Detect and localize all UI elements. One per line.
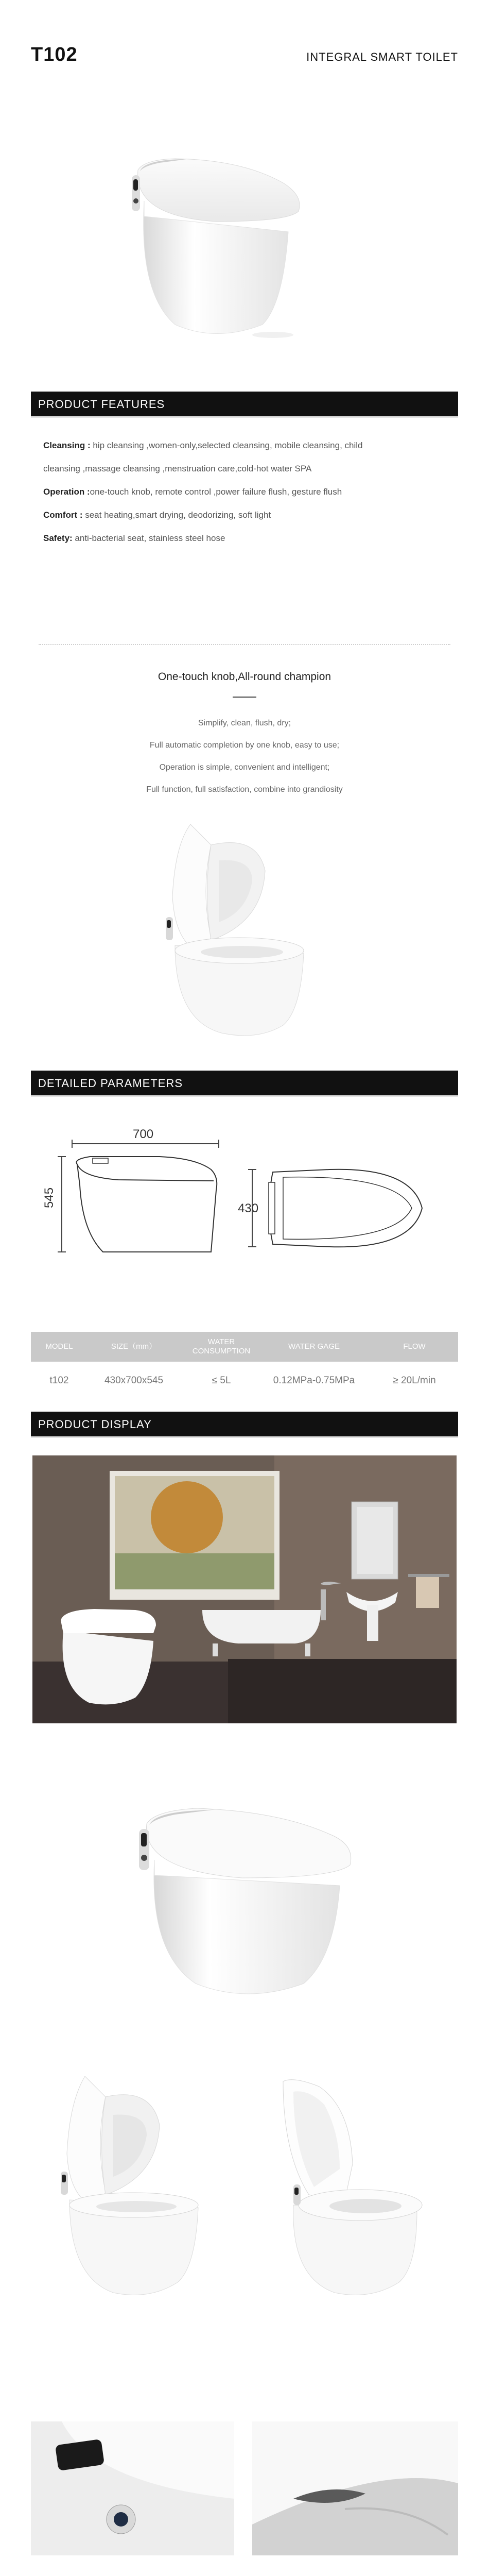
feature-cleansing <box>43 438 445 453</box>
feature-safety <box>43 531 445 546</box>
header-flow: FLOW <box>403 1342 426 1351</box>
feature-label-safety: Safety: <box>43 533 73 543</box>
open-lid-toilet-image <box>154 814 329 1046</box>
section-title-parameters: DETAILED PARAMETERS <box>38 1077 183 1090</box>
header-water-gage: WATER GAGE <box>288 1342 340 1351</box>
open-lid-angle-toilet-image <box>263 2066 438 2303</box>
dimension-length: 700 <box>133 1127 154 1141</box>
knob-description-line: Operation is simple, convenient and intelligent; <box>159 763 330 772</box>
value-size: 430x700x545 <box>104 1375 164 1386</box>
model-title: T102 <box>31 44 78 65</box>
knob-title: One-touch knob,All-round champion <box>158 671 331 683</box>
dimension-width: 430 <box>238 1201 259 1215</box>
value-water-consumption: ≤ 5L <box>212 1375 231 1386</box>
title-underline <box>233 697 256 698</box>
seat-detail-image <box>252 2421 458 2555</box>
knob-description-line: Full automatic completion by one knob, easy to use; <box>149 741 340 750</box>
dimension-height: 545 <box>42 1187 56 1208</box>
feature-label-comfort: Comfort : <box>43 510 83 520</box>
section-bar-parameters <box>31 1071 458 1097</box>
header-size: SIZE（mm） <box>111 1342 157 1351</box>
side-view-drawing <box>41 1128 232 1262</box>
knob-detail-image <box>31 2421 234 2555</box>
feature-operation <box>43 484 445 500</box>
section-title-features: PRODUCT FEATURES <box>38 398 165 411</box>
product-name: INTEGRAL SMART TOILET <box>306 50 458 63</box>
value-flow: ≥ 20L/min <box>393 1375 436 1386</box>
bathroom-scene-image <box>32 1455 457 1723</box>
feature-text-cleansing: hip cleansing ,women-only,selected cleansing, mobile cleansing, child <box>90 440 363 450</box>
knob-description-line: Full function, full satisfaction, combine into grandiosity <box>146 785 343 794</box>
param-table-header <box>31 1332 458 1362</box>
front-view-toilet-image <box>118 1783 376 2009</box>
section-bar-features <box>31 392 458 418</box>
feature-cleansing-continued: cleansing ,massage cleansing ,menstruation care,cold-hot water SPA <box>43 464 312 473</box>
section-bar-display <box>31 1412 458 1438</box>
knob-description-line: Simplify, clean, flush, dry; <box>198 719 291 727</box>
feature-text-safety: anti-bacterial seat, stainless steel hose <box>72 533 225 543</box>
section-title-display: PRODUCT DISPLAY <box>38 1418 152 1431</box>
feature-comfort <box>43 507 445 523</box>
feature-text-operation: one-touch knob, remote control ,power failure flush, gesture flush <box>90 487 342 497</box>
feature-label-operation: Operation : <box>43 487 90 497</box>
header-water-consumption: WATER CONSUMPTION <box>192 1337 251 1355</box>
value-model: t102 <box>49 1375 69 1386</box>
feature-text-comfort: seat heating,smart drying, deodorizing, soft light <box>82 510 271 520</box>
header-model: MODEL <box>45 1342 73 1351</box>
dotted-divider <box>39 644 450 645</box>
hero-toilet-image <box>113 139 329 355</box>
feature-label-cleansing: Cleansing : <box>43 440 91 450</box>
open-lid-side-toilet-image <box>51 2066 216 2303</box>
top-view-drawing <box>242 1159 458 1257</box>
value-water-gage: 0.12MPa-0.75MPa <box>273 1375 355 1386</box>
